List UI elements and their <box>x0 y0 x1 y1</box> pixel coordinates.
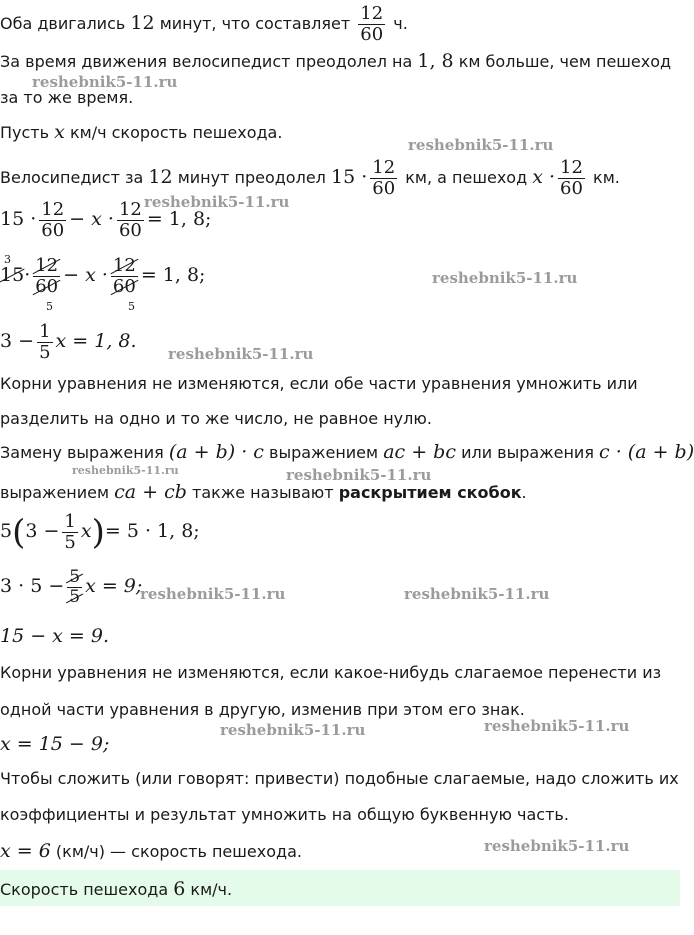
math-number: 12 <box>130 12 155 34</box>
math-expr: x = 9; <box>85 575 143 597</box>
rule-2-line-2 <box>0 481 527 503</box>
math-expr: 15 · <box>0 208 37 230</box>
denominator: 60 <box>41 220 65 241</box>
text: или выражения <box>461 443 594 462</box>
denominator: 5 <box>64 532 76 553</box>
math-expr: c · (a + b) <box>599 441 694 463</box>
text: км. <box>593 168 620 187</box>
numerator: 1 <box>64 511 76 532</box>
math-variable: x <box>54 121 65 143</box>
text: . <box>521 483 527 502</box>
text: Замену выражения <box>0 443 164 462</box>
math-expr: 3 − <box>0 330 35 352</box>
fraction <box>39 200 66 241</box>
line-5 <box>0 158 620 199</box>
line-3: за то же время. <box>0 88 134 107</box>
text: Скорость пешехода <box>0 880 169 899</box>
line-4 <box>0 121 282 143</box>
math-expr: x = 6 <box>0 840 51 862</box>
rule-3-line-1: Корни уравнения не изменяются, если какое-нибудь слагаемое перенести из <box>0 663 662 682</box>
equation-3 <box>0 322 137 363</box>
watermark: reshebnik5-11.ru <box>404 585 550 603</box>
math-expr: (a + b) · c <box>168 441 264 463</box>
cancel-note: 5 <box>128 300 135 313</box>
fraction <box>558 158 585 199</box>
denominator: 60 <box>560 178 583 199</box>
fraction <box>117 200 144 241</box>
math-number: 1, 8 <box>417 50 454 72</box>
math-expr: − x · <box>63 264 108 286</box>
left-paren: ( <box>12 512 26 553</box>
rule-1-line-2: разделить на одно и то же число, не равное нулю. <box>0 409 432 428</box>
denominator: 60 <box>118 220 142 241</box>
fraction <box>33 256 60 297</box>
math-expr: ca + cb <box>114 481 187 503</box>
math-expr: = 1, 8; <box>140 264 206 286</box>
cancel-note: 5 <box>46 300 53 313</box>
fraction <box>62 512 77 553</box>
text: выражением <box>0 483 110 502</box>
rule-3-line-2: одной части уравнения в другую, изменив при этом его знак. <box>0 700 525 719</box>
math-expr: 3 − <box>25 520 60 542</box>
bold-term: раскрытием скобок <box>338 483 522 502</box>
equation-2 <box>0 256 205 297</box>
numerator: 12 <box>560 157 583 178</box>
watermark: reshebnik5-11.ru <box>408 136 554 154</box>
watermark: reshebnik5-11.ru <box>144 193 290 211</box>
answer-box <box>0 870 680 906</box>
text: км/ч скорость пешехода. <box>69 123 283 142</box>
watermark: reshebnik5-11.ru <box>168 345 314 363</box>
math-expr: − x · <box>69 208 114 230</box>
fraction <box>370 158 397 199</box>
text: Пусть <box>0 123 50 142</box>
watermark: reshebnik5-11.ru <box>72 464 179 477</box>
text: км/ч. <box>190 880 233 899</box>
numerator: 12 <box>372 157 396 178</box>
equation-8 <box>0 840 302 862</box>
text: км, а пешеход <box>405 168 528 187</box>
equation-4 <box>0 512 200 553</box>
text: выражением <box>269 443 379 462</box>
fraction <box>111 256 138 297</box>
watermark: reshebnik5-11.ru <box>484 837 630 855</box>
rule-1-line-1: Корни уравнения не изменяются, если обе части уравнения умножить или <box>0 374 638 393</box>
cancel-note: 3 <box>4 253 11 266</box>
fraction <box>358 4 385 45</box>
text: Оба двигались <box>0 14 126 33</box>
math-variable: x <box>80 520 92 542</box>
watermark: reshebnik5-11.ru <box>286 466 432 484</box>
math-expr: 3 · 5 − <box>0 575 65 597</box>
numerator: 12 <box>118 199 142 220</box>
rule-4-line-2: коэффициенты и результат умножить на общую буквенную часть. <box>0 805 569 824</box>
equation-7: x = 15 − 9; <box>0 733 110 755</box>
math-expr: = 5 · 1, 8; <box>104 520 200 542</box>
rule-2-line-1 <box>0 441 694 463</box>
denominator: 60 <box>112 276 136 297</box>
math-expr: x · <box>532 166 556 188</box>
text: (км/ч) — скорость пешехода. <box>55 842 302 861</box>
fraction <box>67 568 82 607</box>
watermark: reshebnik5-11.ru <box>432 269 578 287</box>
right-paren: ) <box>91 512 105 553</box>
answer-text <box>0 878 232 900</box>
math-number: 6 <box>173 878 186 900</box>
numerator: 12 <box>360 3 384 24</box>
rule-4-line-1: Чтобы сложить (или говорят: привести) подобные слагаемые, надо сложить их <box>0 769 679 788</box>
fraction <box>37 322 52 363</box>
text: Велосипедист за <box>0 168 144 187</box>
denominator: 60 <box>360 24 384 45</box>
math-number: 12 <box>148 166 173 188</box>
numerator: 12 <box>41 199 65 220</box>
numerator: 1 <box>39 321 51 342</box>
numerator: 12 <box>112 255 136 276</box>
numerator: 12 <box>35 255 59 276</box>
text: км больше, чем пешеход <box>458 52 672 71</box>
math-expr: = 1, 8; <box>146 208 212 230</box>
text: также называют <box>192 483 334 502</box>
text: минут, что составляет <box>159 14 351 33</box>
math-operator: · <box>24 264 31 286</box>
equation-5 <box>0 568 142 607</box>
denominator: 5 <box>69 587 81 607</box>
watermark: reshebnik5-11.ru <box>140 585 286 603</box>
line-2 <box>0 50 671 72</box>
numerator: 5 <box>69 567 81 587</box>
text: За время движения велосипедист преодолел на <box>0 52 413 71</box>
text: ч. <box>393 14 408 33</box>
cancelled-number: 15 <box>0 264 25 286</box>
equation-6: 15 − x = 9. <box>0 625 110 647</box>
denominator: 60 <box>35 276 59 297</box>
text: минут преодолел <box>177 168 326 187</box>
denominator: 5 <box>39 342 51 363</box>
denominator: 60 <box>372 178 396 199</box>
watermark: reshebnik5-11.ru <box>220 721 366 739</box>
math-expr: 15 · <box>330 166 368 188</box>
math-expr: x = 1, 8. <box>55 330 137 352</box>
math-number: 5 <box>0 520 13 542</box>
math-expr: ac + bc <box>383 441 456 463</box>
line-1 <box>0 4 408 45</box>
watermark: reshebnik5-11.ru <box>484 717 630 735</box>
watermark: reshebnik5-11.ru <box>32 73 178 91</box>
